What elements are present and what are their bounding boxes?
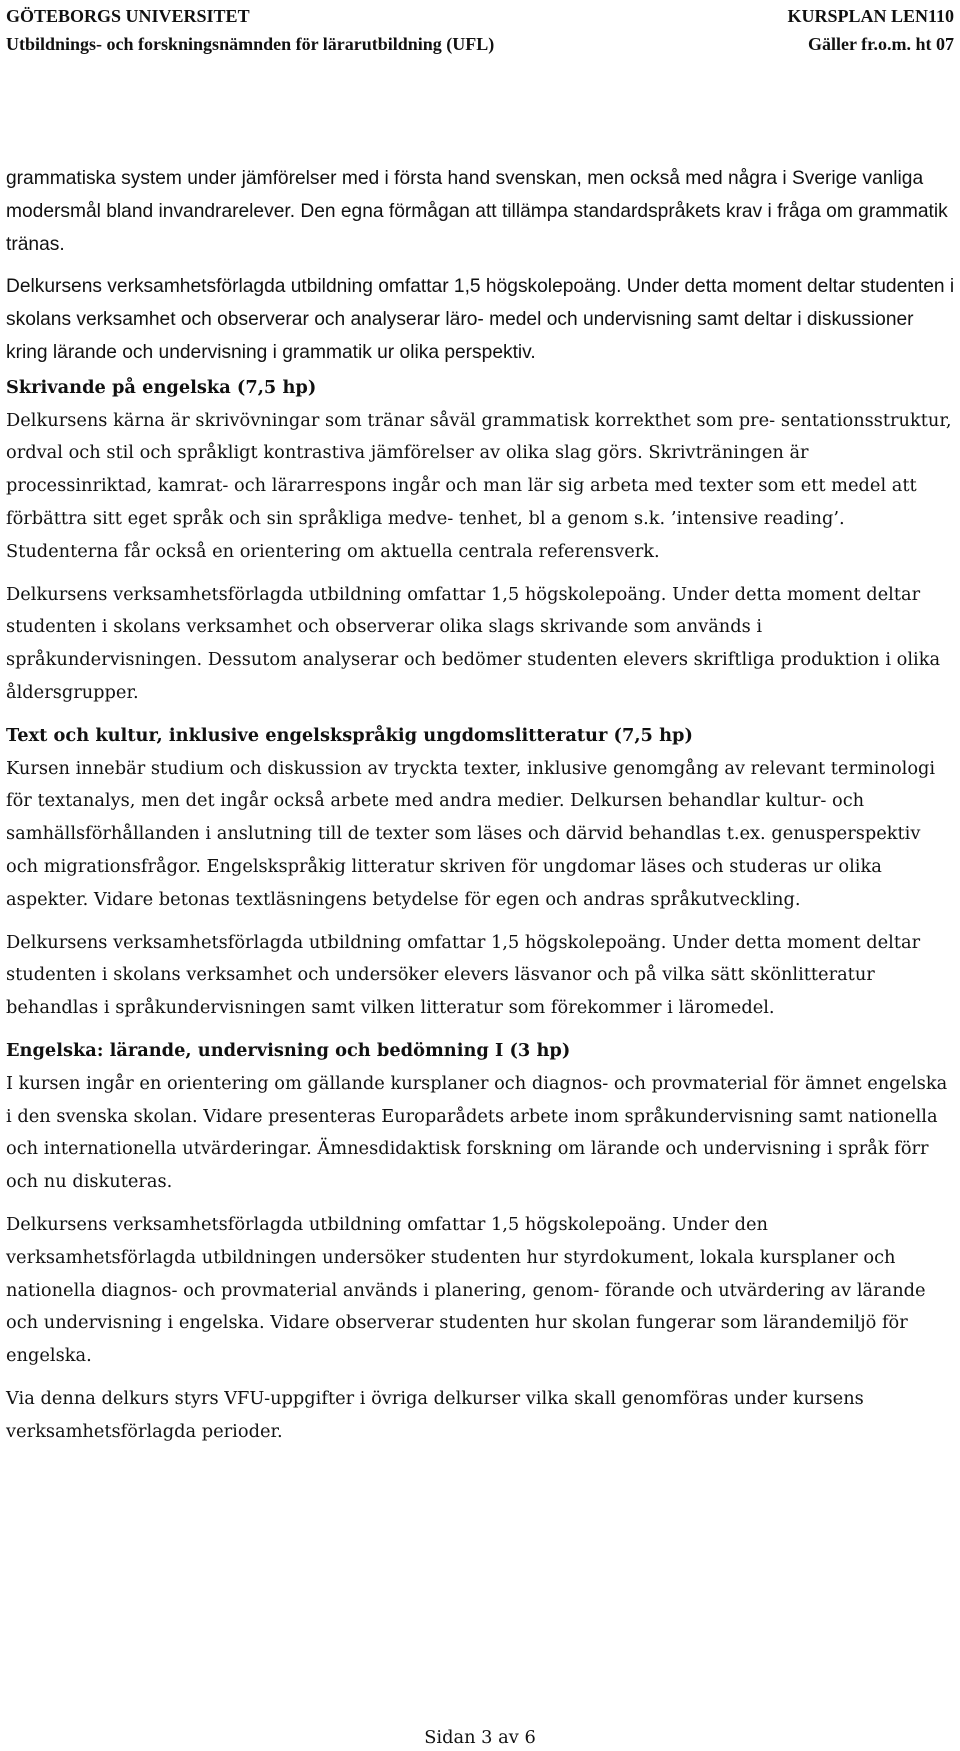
paragraph-vfu-grammar: Delkursens verksamhetsförlagda utbildning omfattar 1,5 högskolepoäng. Under detta moment deltar studenten i skolans verksamhet och observerar och analyserar läro- medel och undervisning samt deltar i diskussioner kring lärande och undervisning i grammatik ur olika perspektiv.: [6, 276, 955, 363]
page-number: Sidan 3 av 6: [424, 1727, 536, 1748]
paragraph-grammar-systems: grammatiska system under jämförelser med i första hand svenskan, men också med några i Sverige vanliga modersmål bland invandrarelever. Den egna förmågan att tillämpa standardspråkets krav i fråga om grammatik tränas.: [6, 168, 948, 255]
paragraph-curriculum-orientation: I kursen ingår en orientering om gällande kursplaner och diagnos- och provmaterial för ämnet engelska i den svenska skolan. Vidare presenteras Europarådets arbete inom språkundervisning samt nationella och internationella utvärderingar. Ämnesdidaktisk forskning om lärande och undervisning i språk förr och nu diskuteras.: [6, 1072, 948, 1193]
university-name: GÖTEBORGS UNIVERSITET: [6, 6, 250, 26]
document-body: [6, 163, 958, 1448]
header-row-bottom: [6, 30, 954, 58]
heading-english-learning-teaching: Engelska: lärande, undervisning och bedömning I (3 hp): [6, 1039, 571, 1061]
page-header: [6, 2, 954, 58]
paragraph-vfu-tasks: Via denna delkurs styrs VFU-uppgifter i övriga delkurser vilka skall genomföras under kursens verksamhetsförlagda perioder.: [6, 1387, 864, 1442]
paragraph-vfu-assessment: Delkursens verksamhetsförlagda utbildning omfattar 1,5 högskolepoäng. Under den verksamhetsförlagda utbildningen undersöker studenten hur styrdokument, lokala kursplaner och nationella diagnos- och provmaterial används i planering, genom- förande och utvärdering av lärande och undervisning i engelska. Vidare observerar studenten hur skolan fungerar som lärandemiljö för engelska.: [6, 1213, 926, 1367]
heading-text-and-culture: Text och kultur, inklusive engelskspråkig ungdomslitteratur (7,5 hp): [6, 724, 693, 746]
board-name: Utbildnings- och forskningsnämnden för lärarutbildning (UFL): [6, 34, 495, 54]
paragraph-vfu-literature: Delkursens verksamhetsförlagda utbildning omfattar 1,5 högskolepoäng. Under detta moment deltar studenten i skolans verksamhet och undersöker elevers läsvanor och på vilka sätt skönlitteratur behandlas i språkundervisningen samt vilken litteratur som förekommer i läromedel.: [6, 931, 921, 1019]
header-row-top: [6, 2, 954, 30]
paragraph-vfu-writing: Delkursens verksamhetsförlagda utbildning omfattar 1,5 högskolepoäng. Under detta moment deltar studenten i skolans verksamhet och observerar olika slags skrivande som används i språkundervisningen. Dessutom analyserar och bedömer studenten elevers skriftliga produktion i olika åldersgrupper.: [6, 583, 941, 703]
course-code: KURSPLAN LEN110: [787, 6, 954, 26]
paragraph-text-and-culture: Kursen innebär studium och diskussion av tryckta texter, inklusive genomgång av relevant terminologi för textanalys, men det ingår också arbete med andra medier. Delkursen behandlar kultur- och samhällsförhållanden i anslutning till de texter som läses och därvid behandlas t.ex. genusperspektiv och migrationsfrågor. Engelskspråkig litteratur skriven för ungdomar läses och studeras ur olika aspekter. Vidare betonas textläsningens betydelse för egen och andras språkutveckling.: [6, 757, 936, 910]
heading-writing-in-english: Skrivande på engelska (7,5 hp): [6, 376, 317, 398]
valid-from: Gäller fr.o.m. ht 07: [808, 34, 954, 54]
paragraph-writing-core: Delkursens kärna är skrivövningar som tränar såväl grammatisk korrekthet som pre- sentationsstruktur, ordval och stil och språkligt kontrastiva jämförelser av olika slag görs. Skrivträningen är processinriktad, kamrat- och lärarrespons ingår och man lär sig arbeta med texter som ett medel att förbättra sitt eget språk och sin språkliga medve- tenhet, bl a genom s.k. ’intensive reading’. Studenterna får också en orientering om aktuella centrala referensverk.: [6, 409, 952, 562]
